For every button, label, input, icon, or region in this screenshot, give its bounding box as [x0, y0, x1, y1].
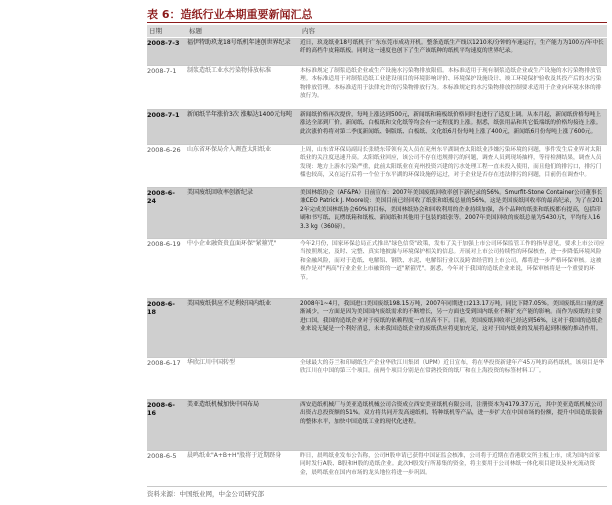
row-title: 美亚造纸机械加快中国布局 — [187, 401, 260, 408]
row-title: 华欣江川中国转型 — [187, 359, 236, 366]
row-date: 2008-6-5 — [147, 452, 177, 460]
row-content: 昨日，晨鸣纸业发布公告称，公司H股申请已获得中国证监会核准，公司将于近期在香港联交所主板上市，成为国内首家同时发行A股、B股和H股的造纸企业。此次H股发行所募集的资金，将主要用于公司林纸一体化项目建设及补充流动资金，晨鸣纸业在国内市场的龙头地位将进一步巩固。 — [300, 453, 601, 476]
title-rule — [147, 22, 607, 23]
row-content: 本标准规定了制浆造纸企业或生产设施水污染物排放限值。本标准适用于现有制浆造纸企业或生产设施的水污染物排放管理。本标准适用于对制浆造纸工业建设项目的环境影响评价、环境保护设施设计、竣工环境保护验收及其投产后的水污染物排放管理。本标准适用于法律允许的污染物排放行为。本标准规定的水污染物排放控制要求适用于企业向环境水体的排放行为。 — [300, 68, 602, 100]
news-table — [147, 38, 607, 487]
row-date: 2008-6-16 — [147, 401, 176, 417]
row-date: 2008-6-19 — [147, 240, 181, 248]
row-title: 中小企业融资贵直面环保"紧箍咒" — [187, 240, 277, 247]
table-row — [147, 400, 607, 451]
table-row — [147, 188, 607, 239]
table-row — [147, 358, 607, 400]
row-date: 2008-6-26 — [147, 146, 181, 154]
row-content: 全球最大的芬兰和印刷纸生产企业华欣江川集团（UPM）近日宣布，将在华投资新建年产45万吨的高档纸机，该项目是华欣江川在中国的第三个项目。前两个项目分别是在常熟投资的纸厂和在上海投资的标签材料工厂。 — [300, 360, 605, 375]
row-date: 2008-7-3 — [147, 39, 180, 47]
table-title: 表 6：造纸行业本期重要新闻汇总 — [147, 8, 313, 21]
row-title: 山东省环保局介入调查太阳纸业 — [187, 146, 272, 153]
header-content: 内容 — [302, 27, 315, 35]
row-content: 西安造纸机械厂与美亚造纸机械公司合资成立西安美亚纸机有限公司，注册资本为4179.37万元，其中美亚造纸机械公司出资占总投资额的51%。双方将共同开发高速纸机、特种纸机等产品，进一步扩大在中国市场的份额，提升中国造纸装备的整体水平，加快中国造纸工业的现代化进程。 — [300, 402, 603, 425]
row-date: 2008-6-24 — [147, 189, 176, 205]
row-title: 晨鸣纸业"A+B+H"股将于近期跻身 — [187, 452, 282, 459]
row-content: 新闻纸价格再次提价，每吨上涨达到500元，新闻纸和箱板纸价格同时也进行了适度上调。从本月起，新闻纸价格每吨上涨达全部到厂价。新闻纸、白板纸和文化纸等均会有一定程度的上涨。据悉，纸张用品和其它低端纸的价格均接连上涨。此次涨价将将对第二季度新闻纸、铜版纸、白板纸、文化纸6月份每吨上涨了400元，新闻纸6月份每吨上涨了600元。 — [300, 112, 602, 135]
row-content: 上周，山东省环保局副局长张晓东带领有关人员在兖州东平湖调查太阳纸业涉嫌污染环境的问题，事件发生后业界对太阳纸业的关注度迅速升高。太阳纸业回应，该公司不存在违规排污的问题，调查人员到现场抽样，等待检测结果，调查人员发现：地方上游水污染严重，此前太阳纸业在兖州投资兴建的污水处理工程一直未投入使用，而且他们的排污口，排污门槛也较高，又在运行后将一个位于东平湖的环保设施停运过，对于企业是否存在违法排污的问题，目前仍在调查中。 — [300, 147, 602, 179]
row-content: 美国林纸协会（AF&PA）日前宣布：2007年美国废纸回收率创下新纪录的56%。Smurfit-Stone Container公司董事长兼CEO Patrick J. Moore说：美国目前已经回收了纸张和纸板总量的56%，这是美国废纸回收率的最高纪录，为了在2012年完成美国林纸协会60%的目标，美国林纸协会和回收利用的企业持续加强，各个品种的纸张和纸板都有提高，包括印刷和书写纸、瓦楞纸箱和纸板、新闻纸和其他用于包装的纸张等。2007年美国回收的废纸总量为5430万t，平均每人163.3 kg（360磅）。 — [300, 190, 604, 230]
row-date: 2008-7-1 — [147, 111, 180, 119]
row-date: 2008-6-17 — [147, 359, 181, 367]
table-row — [147, 38, 607, 66]
row-title: 美国废纸供应不足利好国内纸业 — [187, 300, 272, 307]
table-row — [147, 299, 607, 358]
table-row — [147, 239, 607, 299]
row-content: 近日，玖龙纸业18号纸机于广东东莞市成功开机。整条造纸生产线以1210米/分钟的车速运行，生产能力为100万/年中长纤的高档牛皮箱纸板。同时这一速度也创下了生产该纸种的纸机平均速度的世界纪录。 — [300, 40, 604, 55]
table-row — [147, 145, 607, 188]
row-title: 福伊特助玖龙18号纸机年速创世界纪录 — [187, 39, 291, 46]
table-row — [147, 110, 607, 145]
header-title: 标题 — [189, 27, 202, 35]
row-date: 2008-7-1 — [147, 67, 177, 75]
row-date: 2008-6-18 — [147, 300, 176, 316]
table-row — [147, 66, 607, 110]
source-note: 资料来源：中国纸业网，中金公司研究部 — [147, 490, 264, 498]
row-title: 制浆造纸工业水污染物排放标准 — [187, 67, 272, 74]
row-title: 美国废纸回收率创新纪录 — [187, 189, 254, 196]
table-row — [147, 451, 607, 487]
row-content: 2008年1~4月，我国进口美国废纸198.15万吨，2007年同期进口213.17万吨，同比下降7.05%。美国废纸出口量的逐渐减少，一方面是因为美国国内废纸需求的不断增长，另一方面也受到国内纸业不断扩充产能的影响。而作为废纸的主要进口国，我国的造纸企业对于废纸的依赖程度一直居高不下。目前，美国废纸回收率已经达到56%，这对于我国的造纸企业来说无疑是一个利好消息，未来我国造纸企业的废纸供应将更加充足，这对于国内纸业的发展将起到积极的推动作用。 — [300, 301, 604, 333]
table-header — [147, 25, 607, 37]
header-date: 日期 — [149, 27, 162, 35]
row-content: 今年2月份，国家环保总局正式推出"绿色信贷"政策，发布了关于加强上市公司环保监管工作的指导意见，要求上市公司应当按照规定，及时、完整、真实地披露与环境保护相关的信息。开展对上市公司持续性的环保核查，进一步降低环境风险和金融风险，而对于造纸、电解铝、钢铁、水泥、电解铝行业以及跨省经营的上市公司，都将进一步严格环保审核。这被视作是对"两高"行业企业上市融资的一道"紧箍咒"。据悉，今年对于我国的造纸企业来说，环保审核将是一个重要的环节。 — [300, 241, 605, 281]
row-title: 新闻纸半年涨价3次 涨幅达1400元每吨 — [187, 111, 292, 118]
